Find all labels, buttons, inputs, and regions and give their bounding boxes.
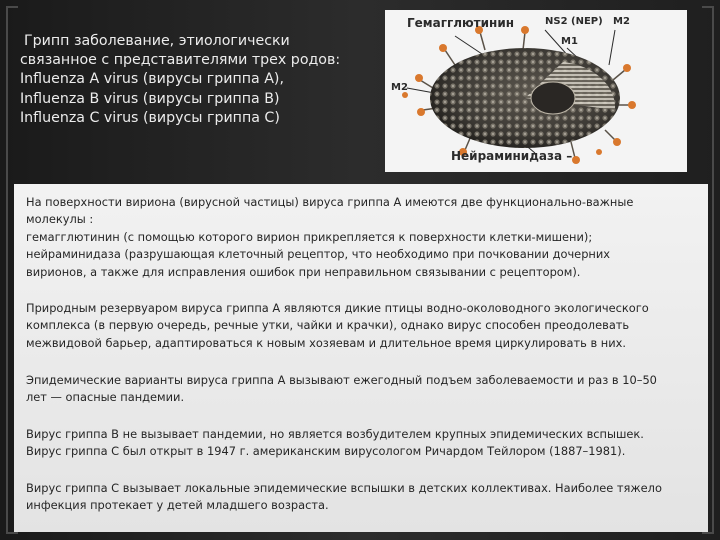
paragraph-line: межвидовой барьер, адаптироваться к новым хозяевам и длительное время циркулировать в них. xyxy=(26,335,627,350)
intro-line: связанное с представителями трех родов: xyxy=(20,52,341,69)
intro-line: Influenza C virus (вирусы гриппа С) xyxy=(20,109,280,126)
paragraph-line: Эпидемические варианты вируса гриппа А вызывают ежегодный подъем заболеваемости и раз в 10–50 xyxy=(26,373,657,387)
paragraph-line: инфекция протекает у детей младшего возраста. xyxy=(26,498,329,513)
paragraph-natural-reservoir xyxy=(26,300,698,352)
label-neuraminidase: Нейраминидаза – xyxy=(451,149,573,163)
paragraph-virus-b-c xyxy=(26,426,698,461)
label-m2-top: M2 xyxy=(613,16,630,27)
paragraph-line: вирионов, а также для исправления ошибок при неправильном связывании с рецептором). xyxy=(26,264,581,279)
label-m1: M1 xyxy=(561,36,578,47)
intro-line: Influenza A virus (вирусы гриппа А), xyxy=(20,71,284,88)
intro-line: Influenza B virus (вирусы гриппа В) xyxy=(20,90,280,107)
virus-diagram xyxy=(385,10,687,172)
intro-line: Грипп заболевание, этиологически xyxy=(24,33,290,49)
paragraph-line: На поверхности вириона (вирусной частицы) вируса гриппа А имеются две функционально-важные xyxy=(26,195,634,209)
paragraph-epidemic-variants xyxy=(26,372,698,407)
paragraph-line: нейраминидаза (разрушающая клеточный рецептор, что необходимо при почковании дочерних xyxy=(26,247,611,262)
paragraph-line: комплекса (в первую очередь, речные утки, чайки и крачки), однако вирус способен преодолевать xyxy=(26,318,630,333)
label-hemagglutinin: Гемагглютинин xyxy=(407,16,515,30)
paragraph-line: Вирус гриппа С был открыт в 1947 г. американским вирусологом Ричардом Тейлором (1887–1981). xyxy=(26,444,626,459)
paragraph-surface-molecules xyxy=(26,194,698,281)
intro-text xyxy=(20,32,370,128)
paragraph-line: Природным резервуаром вируса гриппа А являются дикие птицы водно-околоводного экологического xyxy=(26,301,649,315)
paragraph-line: Вирус гриппа С вызывает локальные эпидемические вспышки в детских коллективах. Наиболее тяжело xyxy=(26,481,662,495)
paragraph-line: Вирус гриппа В не вызывает пандемии, но является возбудителем крупных эпидемических вспышек. xyxy=(26,427,644,441)
virion-core xyxy=(531,82,575,114)
virion-illustration xyxy=(385,10,687,172)
label-m2-left: M2 xyxy=(391,82,408,93)
paragraph-virus-c-outbreaks xyxy=(26,480,698,515)
paragraph-line: гемагглютинин (с помощью которого вирион прикрепляется к поверхности клетки-мишени); xyxy=(26,229,593,244)
label-ns2: NS2 (NEP) xyxy=(545,16,603,27)
paragraph-line: лет — опасные пандемии. xyxy=(26,390,185,405)
content-panel xyxy=(14,184,708,532)
paragraph-line: молекулы : xyxy=(26,212,94,227)
